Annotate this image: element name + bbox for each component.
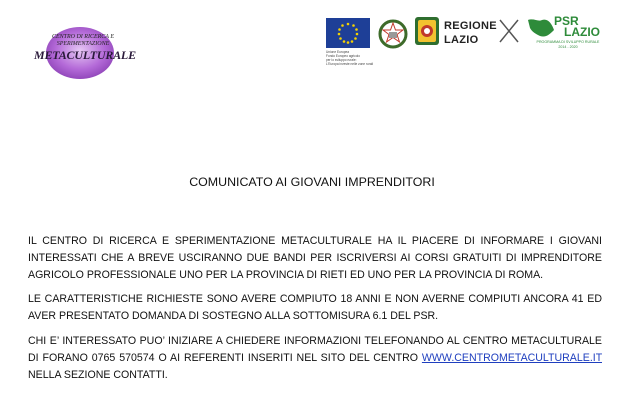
paragraph-requirements: LE CARATTERISTICHE RICHIESTE SONO AVERE COMPIUTO 18 ANNI E NON AVERNE COMPIUTI ANCORA 41 ED AVER PRESENTATO DOMANDA DI SOSTEGNO ALLA SOTTOMISURA 6.1 DEL PSR. [28,293,602,322]
website-link[interactable]: WWW.CENTROMETACULTURALE.IT [421,352,602,364]
eu-flag-icon [326,18,370,48]
paragraph-contacts-tail: NELLA SEZIONE CONTATTI. [28,369,168,381]
eu-caption: Unione Europea Fondo Europeo agricolo per lo sviluppo rurale: L'Europa investe nelle zone rurali [326,50,374,66]
sponsor-logos [326,14,616,66]
regione-lazio-logo [444,18,500,48]
psr-caption: PROGRAMMA DI SVILUPPO RURALE [536,40,600,44]
divider-x-icon [498,18,520,44]
lazio-label: LAZIO [444,34,479,46]
lazio-region-emblem-icon [414,16,440,46]
psr-lazio-logo [524,14,616,64]
paragraph-contacts-text: CHI E’ INTERESSATO PUO’ INIZIARE A CHIEDERE INFORMAZIONI TELEFONANDO AL CENTRO METACULTURALE DI FORANO 0765 570574 O AI REFERENTI INSERITI NEL SITO DEL CENTRO [28,335,602,364]
psr-label: PSR [554,14,579,28]
lazio-map-icon [524,16,558,40]
page-title: COMUNICATO AI GIOVANI IMPRENDITORI [189,175,435,189]
logo-subtitle: CENTRO DI RICERCA E SPERIMENTAZIONE [51,34,115,47]
logo-title: METACULTURALE [34,48,136,62]
italian-republic-emblem-icon [378,16,408,52]
regione-label: REGIONE [444,20,497,32]
psr-lazio-label: LAZIO [564,25,600,39]
paragraph-contacts [28,333,602,384]
metaculturale-logo [34,24,136,82]
paragraph-intro: IL CENTRO DI RICERCA E SPERIMENTAZIONE METACULTURALE HA IL PIACERE DI INFORMARE I GIOVANI INTERESSATI CHE A BREVE USCIRANNO DUE BANDI PER ISCRIVERSI AI CORSI GRATUITI DI IMPRENDITORE AGRICOLO PROFESSIONALE UNO PER LA PROVINCIA DI RIETI ED UNO PER LA PROVINCIA DI ROMA. [28,235,602,281]
psr-years: 2014 - 2020 [558,45,578,49]
